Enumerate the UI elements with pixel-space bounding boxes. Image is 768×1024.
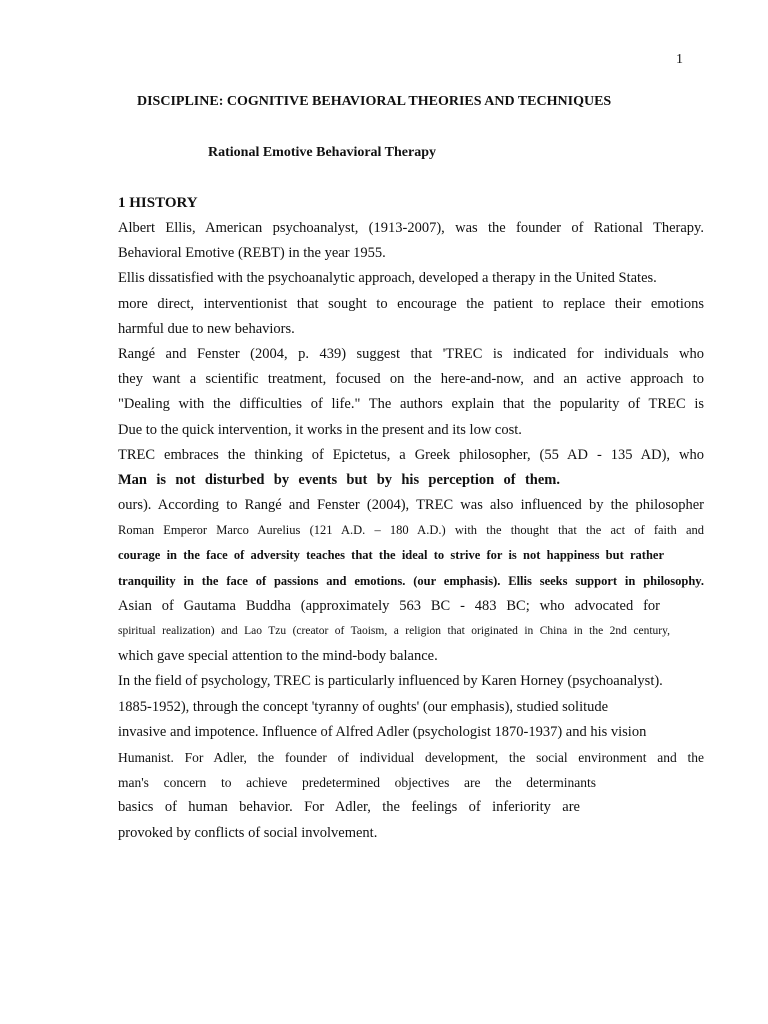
text-line: harmful due to new behaviors. [118,320,295,337]
text-line: Due to the quick intervention, it works in the present and its low cost. [118,421,522,438]
section-heading: 1 HISTORY [118,195,198,211]
text-line: In the field of psychology, TREC is particularly influenced by Karen Horney (psychoanalyst). [118,673,663,690]
text-line-emphasis: Man is not disturbed by events but by his perception of them. [118,471,560,488]
discipline-title: DISCIPLINE: COGNITIVE BEHAVIORAL THEORIES AND TECHNIQUES [137,94,612,109]
text-line: Albert Ellis, American psychoanalyst, (1913-2007), was the founder of Rational Therapy. [118,220,704,236]
body-text [118,219,704,849]
text-line: which gave special attention to the mind-body balance. [118,648,438,665]
text-line: man's concern to achieve predetermined objectives are the determinants [118,775,596,791]
text-line: invasive and impotence. Influence of Alfred Adler (psychologist 1870-1937) and his vision [118,723,647,740]
text-line-emphasis: courage in the face of adversity teaches that the ideal to strive for is not happiness but rather [118,548,664,563]
page-number: 1 [676,52,683,67]
text-line: Behavioral Emotive (REBT) in the year 1955. [118,245,386,262]
text-line: 1885-1952), through the concept 'tyranny of oughts' (our emphasis), studied solitude [118,698,609,715]
text-line: ours). According to Rangé and Fenster (2004), TREC was also influenced by the philosopher [118,497,704,514]
text-line: TREC embraces the thinking of Epictetus, a Greek philosopher, (55 AD - 135 AD), who [118,446,704,463]
text-line: Asian of Gautama Buddha (approximately 563 BC - 483 BC; who advocated for [118,597,660,614]
text-line: basics of human behavior. For Adler, the feelings of inferiority are [118,799,580,816]
text-line: provoked by conflicts of social involvement. [118,824,378,841]
text-line: Roman Emperor Marco Aurelius (121 A.D. – 180 A.D.) with the thought that the act of faith and [118,523,704,538]
text-line: Rangé and Fenster (2004, p. 439) suggest that 'TREC is indicated for individuals who [118,345,704,362]
text-line: "Dealing with the difficulties of life." The authors explain that the popularity of TREC is [118,396,704,413]
text-line: more direct, interventionist that sought to encourage the patient to replace their emotions [118,295,704,312]
text-line-emphasis: tranquility in the face of passions and emotions. (our emphasis). Ellis seeks support in philosophy. [118,573,704,588]
document-subtitle: Rational Emotive Behavioral Therapy [208,145,437,160]
text-line: Humanist. For Adler, the founder of individual development, the social environment and the [118,749,704,765]
text-line: Ellis dissatisfied with the psychoanalytic approach, developed a therapy in the United States. [118,270,657,287]
text-line: spiritual realization) and Lao Tzu (creator of Taoism, a religion that originated in China in the 2nd century, [118,625,670,637]
text-line: they want a scientific treatment, focused on the here-and-now, and an active approach to [118,371,704,388]
